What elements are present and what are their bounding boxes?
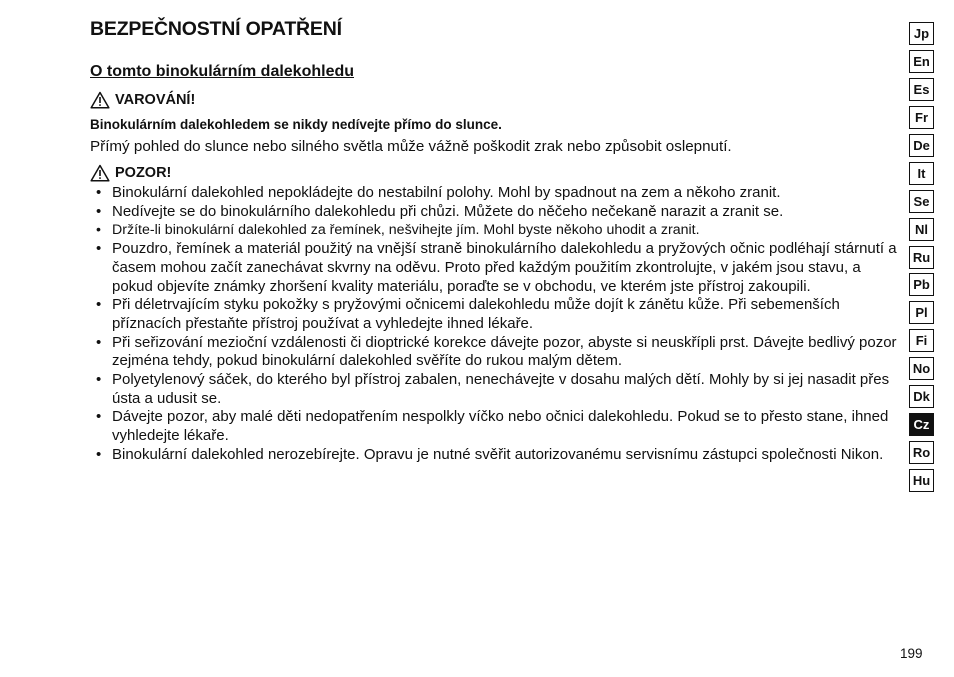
- tab-en[interactable]: En: [909, 50, 934, 73]
- caution-heading: [90, 164, 171, 182]
- list-item: • Při déletrvajícím styku pokožky s pryžovými očnicemi dalekohledu může dojít k zánětu kůže. Při sebemenších příznacích přestaňte přístroj používat a vyhledejte ihned lékaře.: [96, 296, 840, 332]
- tab-pl[interactable]: Pl: [909, 301, 934, 324]
- list-item: • Pouzdro, řemínek a materiál použitý na vnější straně binokulárního dalekohledu a pryžových očnic podléhají stárnutí a časem mohou začít zanechávat skvrny na oděvu. Proto před každým použitím zkontrolujte, v jakém jsou stavu, a pokud objevíte známky zhoršení kvality materiálu, poraďte se v obchodu, ve kterém jste přístroj zakoupili.: [96, 240, 897, 295]
- list-item: • Polyetylenový sáček, do kterého byl přístroj zabalen, nenechávejte v dosahu malých dětí. Mohly by si jej nasadit přes ústa a udusit se.: [96, 371, 890, 407]
- page-title: BEZPEČNOSTNÍ OPATŘENÍ: [90, 18, 342, 40]
- tab-fr[interactable]: Fr: [909, 106, 934, 129]
- warning-text: Přímý pohled do slunce nebo silného světla může vážně poškodit zrak nebo způsobit oslepnutí.: [90, 138, 732, 155]
- warning-label: VAROVÁNÍ!: [115, 92, 196, 108]
- caution-label: POZOR!: [115, 165, 172, 181]
- list-item: • Držíte-li binokulární dalekohled za řemínek, nešvihejte jím. Mohl byste někoho uhodit a zranit.: [96, 222, 700, 239]
- tab-fi[interactable]: Fi: [909, 329, 934, 352]
- tab-it[interactable]: It: [909, 162, 934, 185]
- warning-triangle-icon: [90, 91, 110, 109]
- list-item: • Dávejte pozor, aby malé děti nedopatřením nespolkly víčko nebo očnici dalekohledu. Pokud se to přesto stane, ihned vyhledejte lékaře.: [96, 408, 889, 445]
- tab-dk[interactable]: Dk: [909, 385, 934, 408]
- language-tabs: [909, 22, 936, 497]
- tab-jp[interactable]: Jp: [909, 22, 934, 45]
- warning-bold-text: Binokulárním dalekohledem se nikdy nedívejte přímo do slunce.: [90, 117, 502, 132]
- tab-hu[interactable]: Hu: [909, 469, 934, 492]
- list-item: • Při seřizování mezioční vzdálenosti či dioptrické korekce dávejte pozor, abyste si neuskřípli prst. Dávejte bedlivý pozor zejména tehdy, pokud binokulární dalekohled svěříte do rukou malým dětem.: [96, 333, 897, 370]
- caution-list: [90, 184, 898, 465]
- list-item: • Binokulární dalekohled nerozebírejte. Opravu je nutné svěřit autorizovanému servisnímu zástupci společnosti Nikon.: [96, 445, 884, 463]
- tab-ru[interactable]: Ru: [909, 246, 934, 269]
- tab-de[interactable]: De: [909, 134, 934, 157]
- tab-pb[interactable]: Pb: [909, 273, 934, 296]
- tab-es[interactable]: Es: [909, 78, 934, 101]
- tab-no[interactable]: No: [909, 357, 934, 380]
- section-subtitle: O tomto binokulárním dalekohledu: [90, 63, 355, 80]
- page-number: 199: [900, 646, 923, 661]
- tab-ro[interactable]: Ro: [909, 441, 934, 464]
- list-item: • Binokulární dalekohled nepokládejte do nestabilní polohy. Mohl by spadnout na zem a někoho zranit.: [96, 184, 781, 201]
- tab-cz[interactable]: Cz: [909, 413, 934, 436]
- warning-heading: [90, 91, 195, 109]
- tab-se[interactable]: Se: [909, 190, 934, 213]
- tab-nl[interactable]: Nl: [909, 218, 934, 241]
- list-item: • Nedívejte se do binokulárního dalekohledu při chůzi. Můžete do něčeho nečekaně narazit a zranit se.: [96, 202, 784, 220]
- warning-triangle-icon: [90, 164, 110, 182]
